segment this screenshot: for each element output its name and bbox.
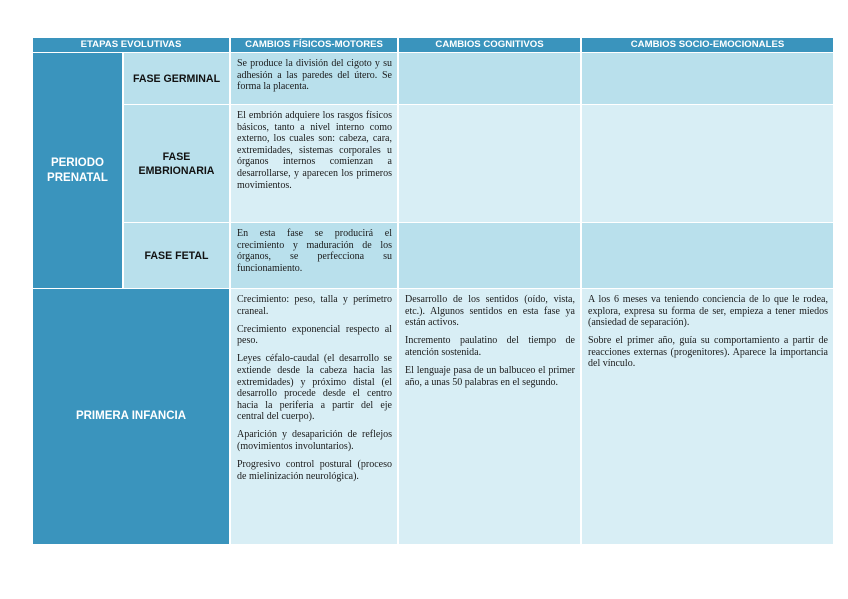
header-socioemocionales: CAMBIOS SOCIO-EMOCIONALES (582, 38, 833, 52)
header-row (33, 38, 833, 52)
development-stages-table (31, 37, 835, 545)
row-primera-infancia (33, 289, 833, 544)
fetal-physical-cell (231, 223, 397, 288)
header-cognitivos: CAMBIOS COGNITIVOS (399, 38, 580, 52)
embrionaria-socio-cell (582, 105, 833, 222)
infancia-cognitive-cell (399, 289, 580, 544)
germinal-cognitive-cell (399, 53, 580, 104)
phase-fetal: FASE FETAL (124, 223, 229, 288)
infancia-socio-cell (582, 289, 833, 544)
infancia-physical-cell (231, 289, 397, 544)
header-etapas: ETAPAS EVOLUTIVAS (33, 38, 229, 52)
infancia-cognitive-p2: Incremento paulatino del tiempo de atención sostenida. (405, 335, 575, 358)
phase-embrionaria-line1: FASE (162, 150, 191, 163)
fetal-physical-text: En esta fase se producirá el crecimiento y maduración de los órganos, se perfecciona su funcionamiento. (237, 228, 392, 274)
infancia-cognitive-p3: El lenguaje pasa de un balbuceo el primer año, a unas 50 palabras en el segundo. (405, 364, 575, 388)
embrionaria-physical-cell (231, 105, 397, 222)
germinal-physical-text: Se produce la división del cigoto y su adhesión a las paredes del útero. Se forma la placenta. (237, 58, 392, 93)
stage-periodo-prenatal (33, 53, 122, 288)
stage-label-line2: PRENATAL (47, 171, 108, 184)
germinal-socio-cell (582, 53, 833, 104)
stage-primera-infancia: PRIMERA INFANCIA (33, 289, 229, 544)
infancia-cognitive-p1: Desarrollo de los sentidos (oído, vista, etc.). Algunos sentidos en esta fase ya están activos. (405, 294, 575, 329)
infancia-physical-p2: Crecimiento exponencial respecto al peso. (237, 323, 392, 347)
phase-embrionaria (124, 105, 229, 222)
embrionaria-physical-text: El embrión adquiere los rasgos físicos básicos, tanto a nivel interno como externo, los cuales son: cabeza, cara, extremidades, sistemas corporales u órganos internos comienzan a desarrollarse, y aparecen los primeros movimientos. (237, 110, 392, 191)
infancia-physical-p1: Crecimiento: peso, talla y perímetro craneal. (237, 294, 392, 317)
embrionaria-cognitive-cell (399, 105, 580, 222)
row-fase-fetal (33, 223, 833, 288)
phase-germinal: FASE GERMINAL (124, 53, 229, 104)
infancia-physical-p5: Progresivo control postural (proceso de mielinización neurológica). (237, 459, 392, 482)
stage-label-line1: PERIODO (50, 156, 105, 169)
fetal-cognitive-cell (399, 223, 580, 288)
phase-embrionaria-line2: EMBRIONARIA (138, 164, 215, 177)
row-fase-germinal (33, 53, 833, 104)
germinal-physical-cell (231, 53, 397, 104)
infancia-socio-p1: A los 6 meses va teniendo conciencia de lo que le rodea, explora, expresa su forma de ser, empieza a tener miedos (ansiedad de separación). (588, 294, 828, 329)
header-fisicos: CAMBIOS FÍSICOS-MOTORES (231, 38, 397, 52)
infancia-physical-p4: Aparición y desaparición de reflejos (movimientos involuntarios). (237, 429, 392, 453)
fetal-socio-cell (582, 223, 833, 288)
row-fase-embrionaria (33, 105, 833, 222)
infancia-socio-p2: Sobre el primer año, guía su comportamiento a partir de reacciones externas (progenitores). Aparece la importancia del vínculo. (588, 335, 828, 370)
infancia-physical-p3: Leyes céfalo-caudal (el desarrollo se extiende desde la cabeza hacia las extremidades) y próximo distal (el desarrollo procede desde el centro hacia la periferia a partir del eje central del cuerpo). (237, 353, 392, 423)
